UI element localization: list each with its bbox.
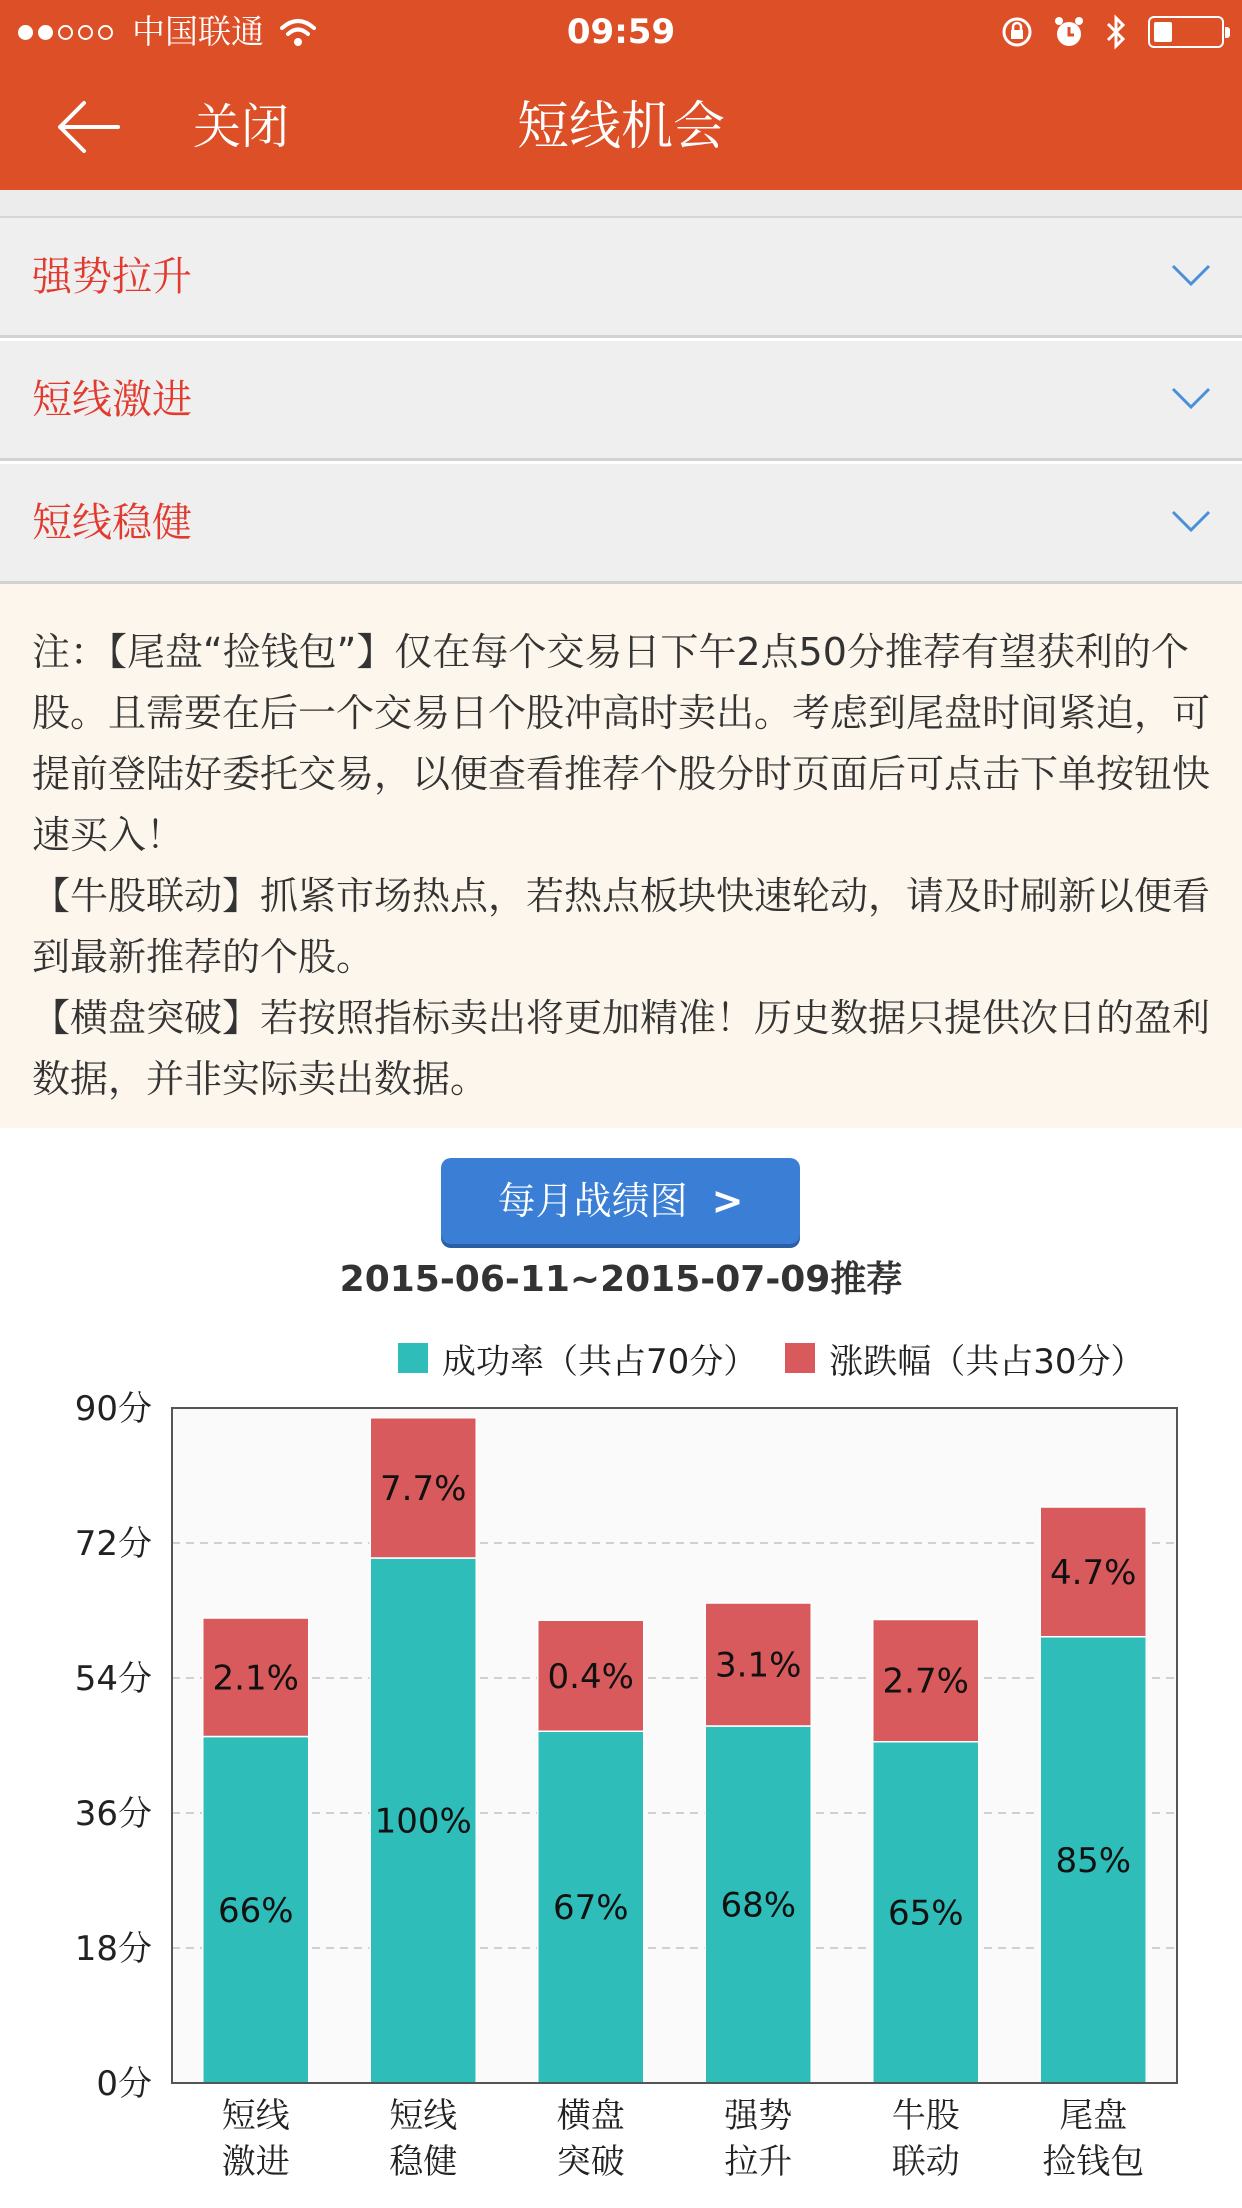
x-tick-label: 尾盘 [1059, 2096, 1128, 2136]
bar-success-label: 67% [552, 1888, 629, 1929]
x-tick-label: 联动 [891, 2142, 960, 2182]
x-tick-label: 激进 [221, 2142, 290, 2182]
note-paragraph: 【牛股联动】抓紧市场热点，若热点板块快速轮动，请及时刷新以便看到最新推荐的个股。 [32, 874, 1211, 979]
monthly-results-label: 每月战绩图 [497, 1179, 688, 1223]
accordion-item-short-steady[interactable] [0, 464, 1242, 584]
chart-legend [398, 1334, 1173, 1382]
bar-change-label: 7.7% [380, 1468, 467, 1509]
x-tick-label: 短线 [221, 2096, 290, 2136]
x-tick-label: 短线 [389, 2096, 458, 2136]
x-tick-label: 突破 [556, 2142, 625, 2182]
y-tick-label: 54分 [74, 1659, 152, 1699]
rotation-lock-icon [1000, 15, 1034, 49]
chevron-down-icon [1170, 506, 1212, 536]
nav-bar [0, 64, 1242, 190]
bluetooth-icon [1104, 14, 1128, 50]
battery-icon [1148, 16, 1224, 48]
legend-label: 成功率（共占70分） [442, 1341, 758, 1382]
chevron-right-icon: > [711, 1179, 744, 1223]
status-time: 09:59 [566, 12, 676, 52]
app-header [0, 0, 1242, 190]
y-tick-label: 36分 [74, 1794, 152, 1834]
status-bar [0, 0, 1242, 64]
chevron-down-icon [1170, 383, 1212, 413]
recommendation-note [0, 584, 1242, 1128]
accordion-item-short-aggressive[interactable] [0, 341, 1242, 461]
accordion-item-label: 强势拉升 [32, 254, 192, 300]
close-button[interactable]: 关闭 [193, 99, 290, 155]
x-tick-label: 稳健 [389, 2142, 458, 2182]
chart-date-range: 2015-06-11~2015-07-09推荐 [339, 1259, 903, 1300]
note-paragraph: 【横盘突破】若按照指标卖出将更加精准！历史数据只提供次日的盈利数据，并非实际卖出数据。 [32, 996, 1211, 1101]
note-paragraph: 注：【尾盘“捡钱包”】仅在每个交易日下午2点50分推荐有望获利的个股。且需要在后一个交易日个股冲高时卖出。考虑到尾盘时间紧迫，可提前登陆好委托交易，以便查看推荐个股分时页面后可点击下单按钮快速买入！ [32, 630, 1211, 857]
accordion-item-label: 短线激进 [32, 377, 192, 423]
bar-change-label: 4.7% [1050, 1552, 1137, 1593]
bar-success-label: 85% [1055, 1840, 1132, 1881]
y-tick-label: 72分 [74, 1524, 152, 1564]
bar-success-label: 68% [720, 1885, 797, 1926]
plot-area [172, 1408, 1177, 2083]
chevron-down-icon [1170, 260, 1212, 290]
bar-change-label: 0.4% [547, 1656, 634, 1697]
x-tick-label: 强势 [724, 2096, 793, 2136]
y-tick-label: 0分 [96, 2064, 152, 2104]
y-tick-label: 18分 [74, 1929, 152, 1969]
bar-success-label: 66% [217, 1890, 294, 1931]
legend-swatch [785, 1343, 815, 1373]
monthly-results-button[interactable] [441, 1158, 800, 1244]
x-tick-label: 捡钱包 [1042, 2142, 1145, 2182]
carrier-name: 中国联通 [132, 12, 264, 51]
bar-change-label: 2.1% [212, 1658, 299, 1699]
bar-success-label: 65% [887, 1893, 964, 1934]
accordion-item-strong-rise[interactable] [0, 218, 1242, 338]
bar-change-label: 3.1% [715, 1645, 802, 1686]
legend-swatch [398, 1343, 428, 1373]
accordion-item-label: 短线稳健 [32, 500, 192, 546]
legend-item-success [398, 1334, 757, 1383]
x-tick-label: 拉升 [724, 2142, 793, 2182]
y-tick-label: 90分 [74, 1389, 152, 1429]
bar-change-label: 2.7% [882, 1661, 969, 1702]
top-divider [0, 190, 1242, 218]
x-tick-label: 横盘 [556, 2096, 625, 2136]
stacked-bar-chart [0, 1380, 1242, 2208]
legend-label: 涨跌幅（共占30分） [829, 1341, 1145, 1382]
x-tick-label: 牛股 [891, 2096, 960, 2136]
legend-item-change [785, 1334, 1144, 1383]
page-title: 短线机会 [516, 97, 725, 157]
alarm-icon [1052, 15, 1086, 49]
bar-success-label: 100% [374, 1801, 472, 1842]
